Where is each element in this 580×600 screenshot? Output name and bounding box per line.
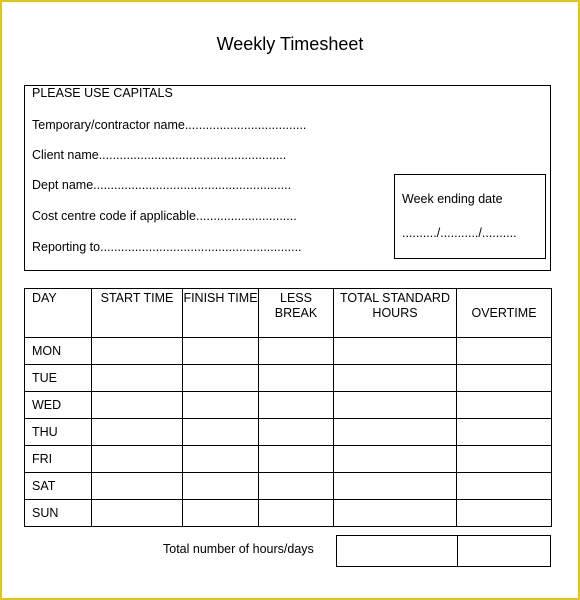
- table-row: [25, 500, 552, 527]
- start-time-cell[interactable]: [92, 419, 183, 446]
- start-time-cell[interactable]: [92, 392, 183, 419]
- finish-time-cell[interactable]: [183, 500, 259, 527]
- start-time-cell[interactable]: [92, 446, 183, 473]
- capitals-instruction: PLEASE USE CAPITALS: [32, 86, 173, 100]
- overtime-cell[interactable]: [457, 446, 552, 473]
- total-hours-box[interactable]: [336, 535, 551, 567]
- finish-time-cell[interactable]: [183, 392, 259, 419]
- week-ending-box: [394, 174, 546, 259]
- header-start-time: START TIME: [92, 289, 183, 338]
- total-hours-label: Total number of hours/days: [163, 542, 314, 556]
- finish-time-cell[interactable]: [183, 473, 259, 500]
- total-standard-cell[interactable]: [334, 365, 457, 392]
- start-time-cell[interactable]: [92, 500, 183, 527]
- start-time-cell[interactable]: [92, 365, 183, 392]
- header-less-break: LESS BREAK: [259, 289, 334, 338]
- page-title: Weekly Timesheet: [216, 34, 364, 54]
- week-ending-date-field[interactable]: ........../.........../..........: [402, 226, 517, 240]
- reporting-to-field[interactable]: Reporting to..........................................................: [32, 240, 302, 254]
- less-break-cell[interactable]: [259, 446, 334, 473]
- day-label: TUE: [25, 365, 92, 392]
- day-label: FRI: [25, 446, 92, 473]
- less-break-cell[interactable]: [259, 500, 334, 527]
- overtime-cell[interactable]: [457, 392, 552, 419]
- table-row: [25, 338, 552, 365]
- day-label: SAT: [25, 473, 92, 500]
- table-row: [25, 365, 552, 392]
- contractor-name-field[interactable]: Temporary/contractor name...................................: [32, 118, 307, 132]
- finish-time-cell[interactable]: [183, 338, 259, 365]
- table-row: [25, 446, 552, 473]
- start-time-cell[interactable]: [92, 473, 183, 500]
- total-standard-cell[interactable]: [334, 473, 457, 500]
- timesheet-table: [24, 288, 552, 527]
- day-label: WED: [25, 392, 92, 419]
- table-header-row: [25, 289, 552, 338]
- total-hours-divider: [457, 536, 458, 566]
- day-label: THU: [25, 419, 92, 446]
- overtime-cell[interactable]: [457, 419, 552, 446]
- cost-centre-field[interactable]: Cost centre code if applicable.............................: [32, 209, 297, 223]
- less-break-cell[interactable]: [259, 392, 334, 419]
- less-break-cell[interactable]: [259, 365, 334, 392]
- less-break-cell[interactable]: [259, 473, 334, 500]
- table-row: [25, 392, 552, 419]
- finish-time-cell[interactable]: [183, 419, 259, 446]
- start-time-cell[interactable]: [92, 338, 183, 365]
- less-break-cell[interactable]: [259, 338, 334, 365]
- less-break-cell[interactable]: [259, 419, 334, 446]
- client-name-field[interactable]: Client name......................................................: [32, 148, 287, 162]
- total-standard-cell[interactable]: [334, 446, 457, 473]
- table-row: [25, 473, 552, 500]
- dept-name-field[interactable]: Dept name.........................................................: [32, 178, 292, 192]
- finish-time-cell[interactable]: [183, 446, 259, 473]
- header-overtime: OVERTIME: [457, 289, 552, 338]
- overtime-cell[interactable]: [457, 365, 552, 392]
- overtime-cell[interactable]: [457, 338, 552, 365]
- total-standard-cell[interactable]: [334, 338, 457, 365]
- header-day: DAY: [25, 289, 92, 338]
- week-ending-label: Week ending date: [402, 192, 503, 206]
- day-label: SUN: [25, 500, 92, 527]
- total-standard-cell[interactable]: [334, 500, 457, 527]
- finish-time-cell[interactable]: [183, 365, 259, 392]
- total-standard-cell[interactable]: [334, 392, 457, 419]
- overtime-cell[interactable]: [457, 473, 552, 500]
- table-row: [25, 419, 552, 446]
- total-standard-cell[interactable]: [334, 419, 457, 446]
- info-section: [24, 85, 551, 271]
- day-label: MON: [25, 338, 92, 365]
- header-finish-time: FINISH TIME: [183, 289, 259, 338]
- header-total-standard-hours: TOTAL STANDARD HOURS: [334, 289, 457, 338]
- overtime-cell[interactable]: [457, 500, 552, 527]
